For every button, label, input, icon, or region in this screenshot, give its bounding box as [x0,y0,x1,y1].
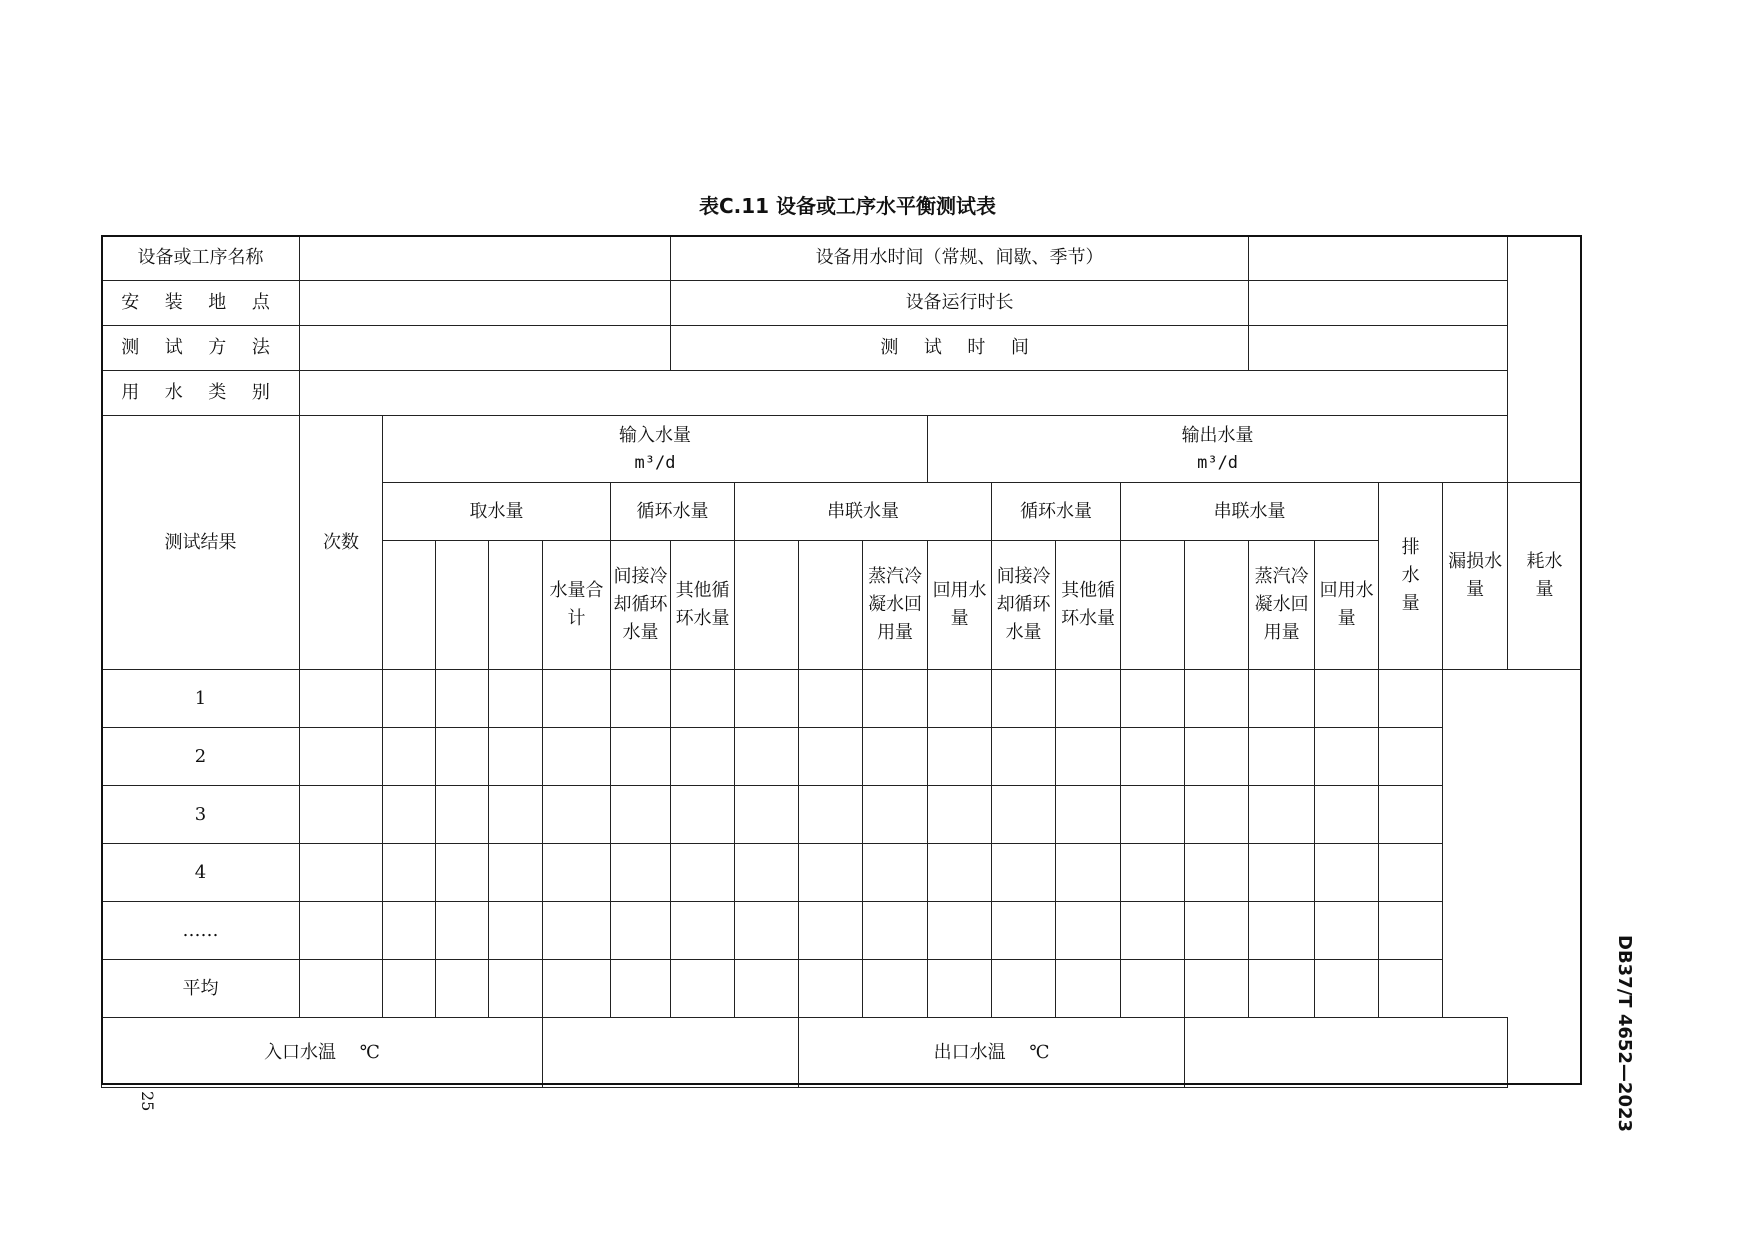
row-count-label: 2 [102,728,300,786]
water-time-label: 设备用水时间（常规、间歇、季节） [671,236,1249,281]
test-results-label: 测试结果 [102,416,300,670]
recycle-in-label: 循环水量 [611,483,735,541]
indirect-cool-out-label: 间接冷 却循环 水量 [992,541,1056,670]
intake-total-label: 水量合 计 [543,541,611,670]
row-count-label: 1 [102,670,300,728]
runtime-label: 设备运行时长 [671,281,1249,326]
steam-in-label: 蒸汽冷 凝水回 用量 [863,541,928,670]
input-water-label: 输入水量 [619,424,692,446]
indirect-cool-in-label: 间接冷 却循环 水量 [611,541,671,670]
other-recycle-in-label: 其他循 环水量 [671,541,735,670]
document-id: DB37/T 4652—2023 [1614,935,1635,1133]
method-label: 测 试 方 法 [102,326,300,371]
inlet-temp-label: 入口水温 ℃ [102,1018,543,1088]
test-time-label: 测 试 时 间 [671,326,1249,371]
input-water-unit: m³/d [634,452,676,473]
row-count-label: 3 [102,786,300,844]
consume-label: 耗水 量 [1508,483,1582,670]
series-in-label: 串联水量 [735,483,992,541]
leak-label: 漏损水 量 [1443,483,1508,670]
steam-out-label: 蒸汽冷 凝水回 用量 [1249,541,1315,670]
recycle-out-label: 循环水量 [992,483,1121,541]
count-label: 次数 [300,416,383,670]
other-recycle-out-label: 其他循 环水量 [1056,541,1121,670]
water-type-label: 用 水 类 别 [102,371,300,416]
series-out-label: 串联水量 [1121,483,1379,541]
output-water-label: 输出水量 [1181,424,1254,446]
row-count-label: …… [102,902,300,960]
reuse-out-label: 回用水 量 [1315,541,1379,670]
drain-label: 排 水 量 [1379,483,1443,670]
device-name-label: 设备或工序名称 [102,236,300,281]
output-water-unit: m³/d [1197,452,1239,473]
intake-label: 取水量 [383,483,611,541]
location-label: 安 装 地 点 [102,281,300,326]
table-title: 表C.11 设备或工序水平衡测试表 [698,194,997,218]
outlet-temp-label: 出口水温 ℃ [799,1018,1185,1088]
row-count-label: 平均 [102,960,300,1018]
page-number: 25 [138,1091,157,1112]
row-count-label: 4 [102,844,300,902]
table-outer-border [101,235,1582,1085]
reuse-in-label: 回用水 量 [928,541,992,670]
